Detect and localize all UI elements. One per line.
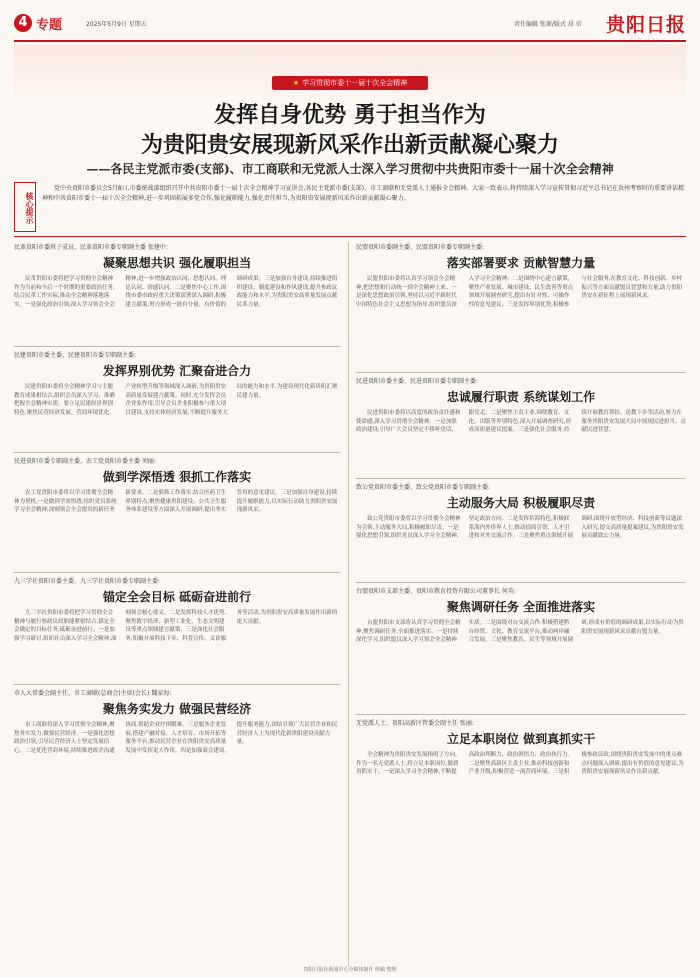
article-title: 聚焦务实发力 做强民营经济 (102, 702, 252, 716)
article-byline: 九三学社贵阳市委主委、九三学社贵阳市委专职副主委: (14, 578, 161, 585)
article-body: 民建贵阳市委将全会精神学习与主题教育成果相结合,组织会员深入学习、准确把握全会精神实质。要立足民建经济界别特色,聚焦民营经济发展、营商环境优化、产业转型升级等领域深入调研,为贵阳贵安高质量发展建言献策。同时,充分发挥会员企业家作用,引导会员企业积极参与重大项目建设,支持实体经济发展,不断提升服务大局的能力和水平,为建设现代化新贵阳汇聚民建力量。 (14, 384, 338, 416)
page-header (14, 10, 686, 40)
newspaper-logo: 贵阳日报 (605, 14, 686, 36)
article-5 (14, 456, 340, 568)
article-1 (14, 242, 340, 342)
article-divider (356, 582, 686, 583)
article-10 (356, 718, 686, 958)
article-title: 做到学深悟透 狠抓工作落实 (102, 470, 252, 484)
ribbon-text: 学习贯彻市委十一届十次全会精神 (302, 79, 408, 87)
article-title: 落实部署要求 贡献智慧力量 (446, 256, 596, 270)
article-body: 致公党贵阳市委将以学习贯彻全会精神为引领,主动服务大局,积极履职尽责。一是强化思想引领,组织党员深入学习全会精神,坚定政治方向。二是发挥侨海特色,积极联系海内外侨界人士,推动招商引资、人才引进和对外交流合作。三是聚焦重点领域开展调研,围绕开放型经济、科技创新等议题深入研究,提交高质量提案建议,为贵阳贵安发展贡献致公力量。 (356, 516, 684, 540)
article-8 (356, 586, 686, 710)
article-2 (356, 242, 686, 362)
page-number: 4 (14, 14, 32, 32)
article-7 (14, 576, 340, 680)
article-3 (14, 350, 340, 448)
page-footer: 贵阳日报社新闻中心全媒体制作 组稿 整理 (303, 967, 397, 973)
article-title: 忠诚履行职责 系统谋划工作 (446, 390, 596, 404)
page-label: 专题 (36, 18, 63, 33)
article-byline: 民革贵阳市委班子成员、民革贵阳市委专职副主委 张建中: (14, 244, 168, 251)
article-divider (14, 452, 340, 453)
editors-credit: 责任编辑 张萧/版式 昂 帝 (514, 21, 582, 28)
subheadline: ——各民主党派市委(支部)、市工商联和无党派人士深入学习贯彻中共贵阳市委十一届十次全会精神 (86, 162, 614, 176)
article-title: 聚焦调研任务 全面推进落实 (446, 600, 596, 614)
article-body: 民盟贵阳市委将认真学习领会全会精神,把思想和行动统一到全会精神上来。一是深化思想政治引领,坚持以习近平新时代中国特色社会主义思想为指导,组织盟员深入学习全会精神。二是围绕中心建言献策,聚焦产业发展、城市建设、民生改善等重点领域开展调查研究,提出有针对性、可操作性的意见建议。三是发挥界别优势,积极参与社会服务,在教育文化、科技创新、乡村振兴等方面贡献盟员智慧和力量,助力贵阳贵安在新征程上展现新风采。 (356, 276, 683, 308)
article-byline: 民进贵阳市委专职副主委、农工党贵阳市委主委 刘丽: (14, 458, 156, 465)
article-body: 九三学社贵阳市委将把学习贯彻全会精神与履行参政议政职能紧密结合,锚定全会确定的目标任务,砥砺奋进前行。一是加强学习研讨,组织社员深入学习全会精神,深刻领会核心要义。二是发挥科技人才优势,聚焦数字经济、新型工业化、生态文明建设等重点领域建言献策。三是深化社会服务,积极开展科技下乡、科普宣传、义诊服务等活动,为贵阳贵安高质量发展作出新的更大贡献。 (14, 610, 338, 642)
article-6 (356, 482, 686, 578)
article-divider (356, 478, 686, 479)
article-body: 民进贵阳市委将以高度的政治责任感和使命感,深入学习贯彻全会精神。一是加强政治建设,引导广大会员坚定不移听党话、跟党走。二是聚焦主责主业,围绕教育、文化、出版等界别特色,深入开展调查研究,形成高质量建议提案。三是强化社会服务,持续开展教育帮扶、送教下乡等活动,努力在服务贵阳贵安发展大局中展现民进担当、贡献民进智慧。 (356, 410, 686, 434)
article-divider (14, 572, 340, 573)
article-divider (356, 714, 686, 715)
article-byline: 市人大常委会副主任、市工商联(总商会)主席(会长) 魏家海: (14, 690, 172, 697)
article-byline: 台盟贵阳市支部主委、贵阳市教育投资有限公司董事长 何英: (356, 588, 516, 595)
article-title: 锚定全会目标 砥砺奋进前行 (102, 590, 252, 604)
article-divider (356, 372, 686, 373)
article-title: 发挥界别优势 汇聚奋进合力 (102, 364, 252, 378)
article-title: 立足本职岗位 做到真抓实干 (446, 732, 596, 746)
article-body: 民革贵阳市委将把学习贯彻全会精神作为当前和今后一个时期的重要政治任务,结合民革工作实际,推动全会精神落地落实。一是强化政治引领,深入学习领会全会精神,进一步增强政治认同、思想认同、理论认同、情感认同。二是聚焦中心工作,围绕市委市政府重大决策部署深入调研,积极建言献策,努力形成一批有分量、有价值的调研成果。三是加强自身建设,持续推进组织建设、制度建设和作风建设,提升参政议政能力和水平,为贵阳贵安高质量发展贡献民革力量。 (14, 276, 338, 308)
party-emblem-icon: ★ (292, 79, 300, 87)
issue-date: 2025年5月9日 星期五 (86, 21, 147, 28)
lead-rule (14, 236, 686, 237)
article-body: 全会精神为贵阳贵安发展指明了方向。作为一名无党派人士,将立足本职岗位,做到真抓实干。一是深入学习全会精神,不断提高政治判断力、政治领悟力、政治执行力。二是聚焦高新区主责主业,推动科技创新和产业升级,积极营造一流营商环境。三是积极参政议政,围绕贵阳贵安发展中的重点难点问题深入调研,提出有价值的意见建议,为贵阳贵安展现新风采作出新贡献。 (356, 752, 684, 776)
article-divider (14, 346, 340, 347)
header-rule (14, 40, 686, 42)
article-body: 台盟贵阳市支部将认真学习贯彻全会精神,聚焦调研任务,全面推进落实。一是持续深化学习,组织盟员深入学习领会全会精神实质。二是围绕对台交流合作,积极搭建黔台经贸、文化、教育交流平台,推动两岸融合发展。三是聚焦教育、民生等领域开展调研,形成有价值的调研成果,以实际行动为贵阳贵安展现新风采贡献台盟力量。 (356, 620, 684, 644)
headline-line-1: 发挥自身优势 勇于担当作为 (214, 102, 486, 128)
article-title: 主动服务大局 积极履职尽责 (446, 496, 596, 510)
article-divider (14, 684, 340, 685)
article-byline: 民建贵阳市委主委、民建贵阳市委专职副主委: (14, 352, 137, 359)
article-byline: 无党派人士、贵阳高新区管委会副主任 张丽: (356, 720, 474, 727)
article-byline: 民盟贵阳市委副主委、民盟贵阳市委专职副主委: (356, 244, 485, 251)
article-body: 市工商联将深入学习贯彻全会精神,聚焦务实发力,做强民营经济。一是强化思想政治引领,引导民营经济人士坚定发展信心。二是优化营商环境,持续推进政企沟通协商,帮助企业纾困解难。三是服务企业发展,搭建产融对接、人才培育、市场开拓等服务平台,推动民营企业在贵阳贵安高质量发展中发挥更大作用。四是加强商会建设,提升服务能力,团结引领广大民营企业和民营经济人士为现代化新贵阳建设贡献力量。 (14, 722, 338, 754)
article-byline: 致公党贵阳市委主委、致公党贵阳市委专职副主委: (356, 484, 491, 491)
article-4 (356, 376, 686, 474)
topic-ribbon (272, 76, 428, 90)
lead-paragraph: 党中央贵阳市委员会5月8日,市委统战部组织召开中共贵阳市委十一届十次全会精神学习宣讲会,各民主党派市委(支部)、市工商联和无党派人士通报全会精神。大家一致表示,将持续深入学习宣传贯彻习近平总书记在贵州考察时的重要讲话精神和中共贵阳市委十一届十次全会精神,进一步巩固拓展多党合作,强化履职能力,强化责任担当,为贵阳贵安展现新风采作出新贡献凝心聚力。 (42, 185, 685, 202)
article-title: 凝聚思想共识 强化履职担当 (102, 256, 252, 270)
lead-label: 核心提示 (14, 182, 36, 232)
article-byline: 民进贵阳市委主委、民进贵阳市委专职副主委: (356, 378, 479, 385)
headline-line-2: 为贵阳贵安展现新风采作出新贡献凝心聚力 (140, 132, 559, 158)
article-9 (14, 688, 340, 958)
article-body: 农工党贵阳市委将以学习贯彻全会精神为契机,一是做到学深悟透,组织党员系统学习全会精神,深刻领会全会提出的新任务新要求。二是狠抓工作落实,结合医药卫生界别特点,聚焦健康贵阳建设、公共卫生服务体系建设等方面深入开展调研,提出务实管用的意见建议。三是加强自身建设,持续提升履职能力,以实际行动助力贵阳贵安展现新风采。 (14, 490, 338, 514)
column-divider (348, 242, 349, 967)
